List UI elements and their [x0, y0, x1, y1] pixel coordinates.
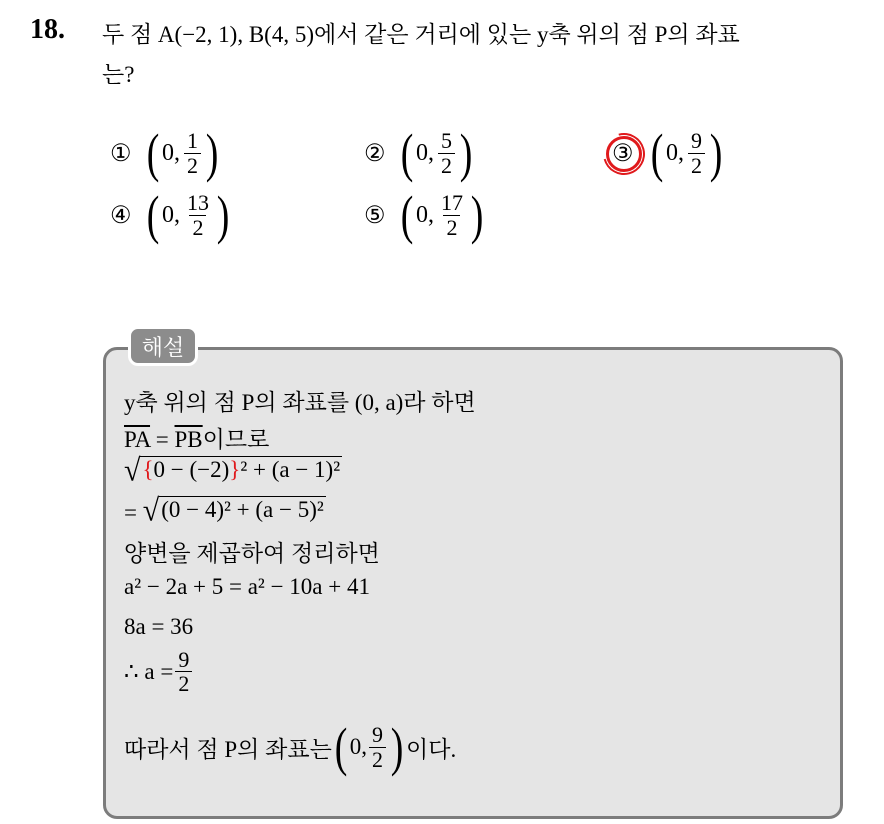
choice-1-mark: ① — [110, 140, 132, 167]
right-paren: ) — [709, 123, 723, 183]
left-paren: ( — [334, 717, 348, 777]
choice-4-zero: 0, — [161, 201, 180, 228]
choice-2-mark: ② — [364, 140, 386, 167]
solution-tab-label: 해설 — [128, 326, 198, 366]
choice-4[interactable] — [110, 185, 232, 245]
right-paren: ) — [470, 185, 484, 245]
solution-line-2-tail: 이므로 — [202, 427, 270, 452]
choice-3[interactable] — [612, 123, 725, 183]
choice-4-mark: ④ — [110, 202, 132, 229]
segment-pa: $\overline{PA}$ — [124, 427, 151, 452]
line-9-suffix: 이다. — [406, 736, 457, 762]
radical-sign: √ — [124, 453, 141, 488]
sqrt-body-1 — [140, 456, 342, 486]
sqrt-expression-1 — [124, 453, 342, 488]
choice-3-denominator: 2 — [688, 153, 705, 177]
choice-5-mark: ⑤ — [364, 202, 386, 229]
answer-denominator: 2 — [175, 671, 192, 695]
choice-1[interactable] — [110, 123, 221, 183]
choice-2-denominator: 2 — [438, 153, 455, 177]
equals-sign: = — [150, 427, 175, 452]
solution-line-5: 양변을 제곱하여 정리하면 — [124, 541, 380, 566]
choice-4-numerator: 13 — [186, 190, 209, 216]
choice-4-fraction — [184, 191, 212, 238]
sqrt-1-tail: ² + (a − 1)² — [240, 457, 341, 482]
choice-5-fraction — [438, 191, 466, 238]
red-brace-close: } — [229, 457, 241, 482]
solution-line-3 — [124, 453, 342, 488]
line-4-prefix: = — [124, 500, 143, 525]
final-fraction — [369, 723, 386, 770]
choice-2-fraction — [438, 129, 455, 176]
choice-3-mark: ③ — [612, 140, 634, 167]
sqrt-expression-2 — [142, 493, 326, 528]
question-number: 18. — [30, 14, 65, 45]
left-paren: ( — [400, 123, 414, 183]
sqrt-body-2: (0 − 4)² + (a − 5)² — [159, 496, 326, 526]
choice-5-zero: 0, — [415, 201, 434, 228]
choice-2-zero: 0, — [415, 139, 434, 166]
question-text-line2: 는? — [102, 62, 135, 87]
solution-line-6: a² − 2a + 5 = a² − 10a + 41 — [124, 574, 370, 599]
line-9-zero: 0, — [349, 734, 368, 759]
choice-1-denominator: 2 — [184, 153, 201, 177]
solution-line-7: 8a = 36 — [124, 614, 194, 639]
solution-line-1: y축 위의 점 P의 좌표를 (0, a)라 하면 — [124, 390, 476, 415]
therefore-a-equals: ∴ a = — [124, 658, 174, 684]
choice-4-denominator: 2 — [189, 215, 206, 239]
choice-5-numerator: 17 — [440, 190, 463, 216]
left-paren: ( — [650, 123, 664, 183]
answer-fraction — [175, 648, 192, 695]
solution-line-4 — [124, 493, 326, 528]
choice-3-zero: 0, — [665, 139, 684, 166]
final-denominator: 2 — [369, 747, 386, 771]
solution-line-8 — [124, 648, 194, 695]
choice-2-numerator: 5 — [440, 128, 452, 154]
left-paren: ( — [400, 185, 414, 245]
choice-5-denominator: 2 — [443, 215, 460, 239]
choice-3-fraction — [688, 129, 705, 176]
sqrt-1-middle: 0 − (−2) — [153, 457, 230, 482]
solution-line-2 — [124, 421, 269, 454]
answer-numerator: 9 — [178, 647, 190, 672]
red-brace-open: { — [142, 457, 154, 482]
right-paren: ) — [459, 123, 473, 183]
choice-5[interactable] — [364, 185, 486, 245]
line-9-prefix: 따라서 점 P의 좌표는 — [124, 736, 332, 762]
right-paren: ) — [205, 123, 219, 183]
right-paren: ) — [216, 185, 230, 245]
left-paren: ( — [146, 185, 160, 245]
question-text-line1: 두 점 A(−2, 1), B(4, 5)에서 같은 거리에 있는 y축 위의 점 P의 좌표 — [102, 22, 740, 47]
choice-3-numerator: 9 — [690, 128, 702, 154]
final-numerator: 9 — [372, 722, 384, 748]
choice-1-fraction — [184, 129, 201, 176]
choice-2[interactable] — [364, 123, 475, 183]
radical-sign: √ — [142, 493, 160, 528]
solution-line-9 — [124, 717, 457, 777]
segment-pb: $\overline{PB}$ — [174, 427, 203, 452]
choice-1-zero: 0, — [161, 139, 180, 166]
left-paren: ( — [146, 123, 160, 183]
choice-1-numerator: 1 — [186, 128, 198, 154]
right-paren: ) — [390, 717, 404, 777]
